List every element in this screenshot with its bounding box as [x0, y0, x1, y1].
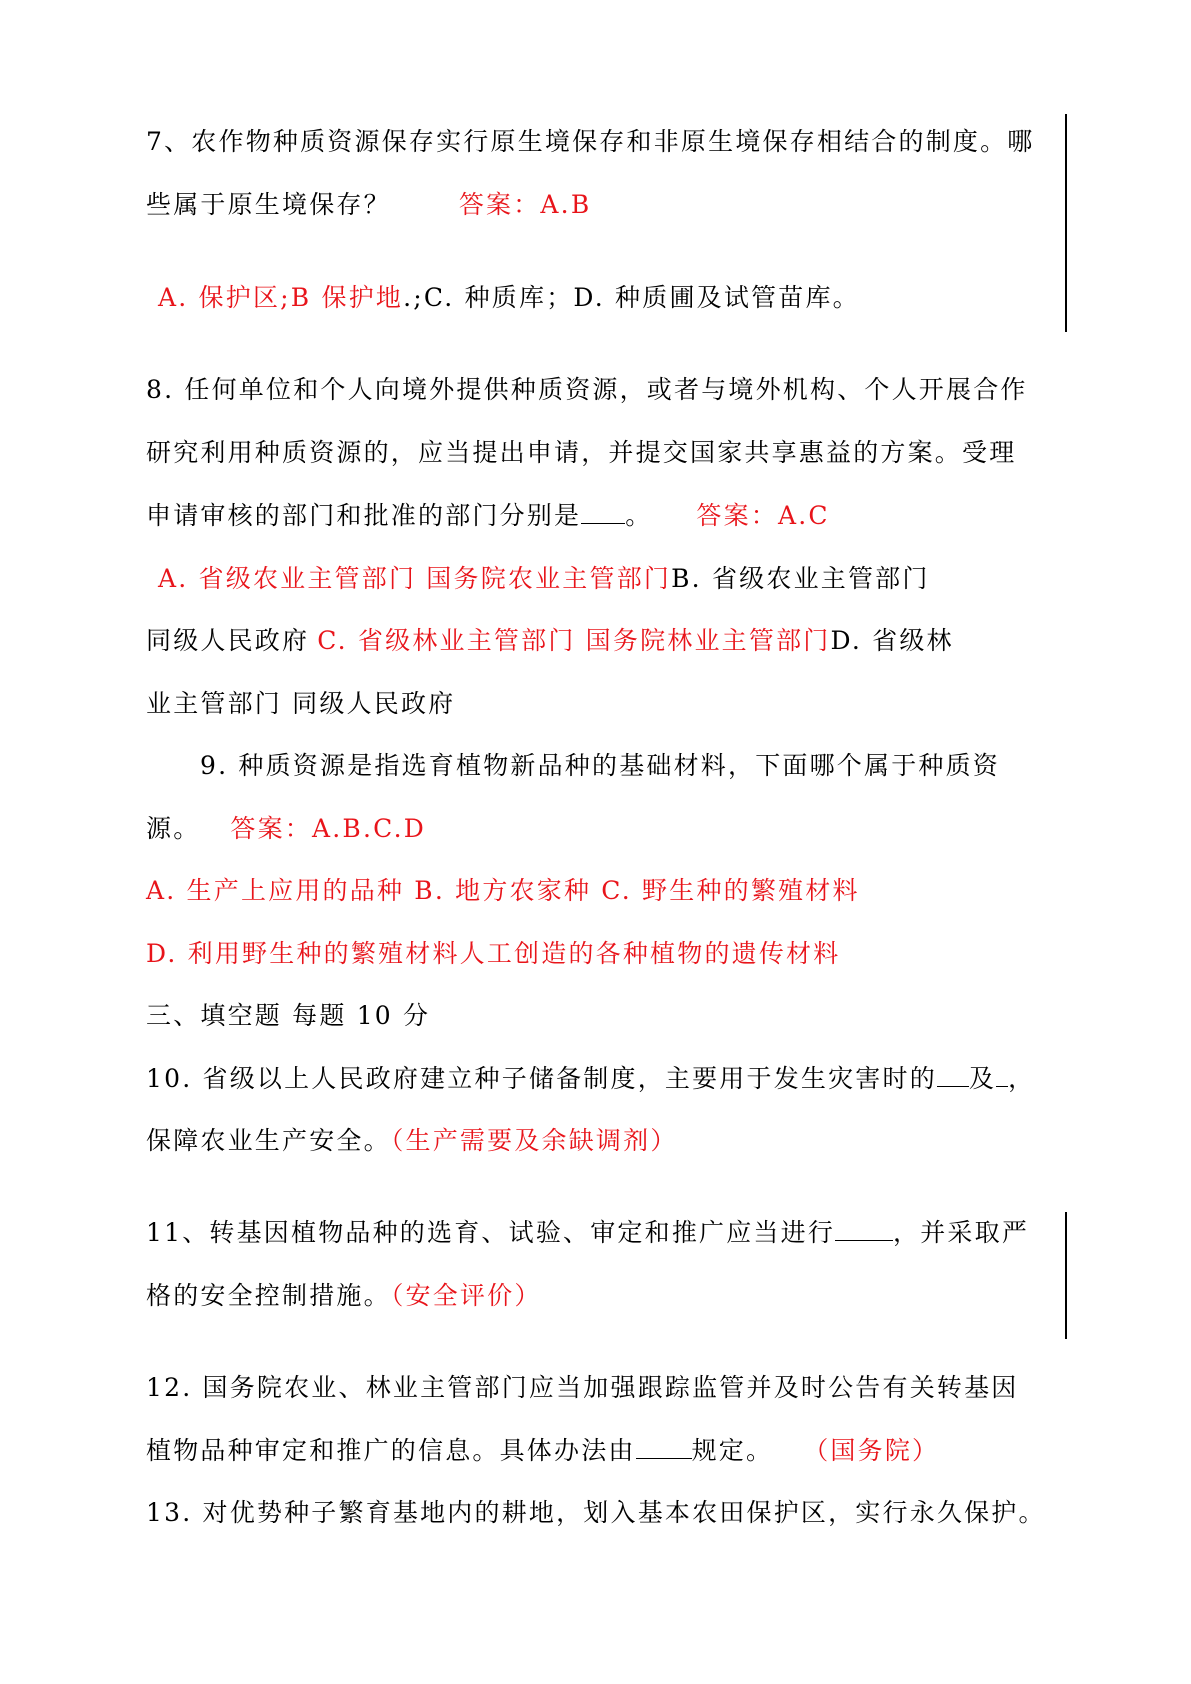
q10-blank-1 [937, 1062, 969, 1087]
q9-line2 [146, 812, 426, 846]
q10-comma: ， [1008, 1064, 1036, 1093]
q8-option-d-start: D. 省级林 [830, 626, 954, 655]
q12-line1: 12. 国务院农业、林业主管部门应当加强跟踪监管并及时公告有关转基因 [146, 1373, 1019, 1402]
q12-blank [636, 1434, 692, 1459]
q8-answer: 答案：A.C [696, 501, 830, 530]
q8-line2: 研究利用种质资源的，应当提出申请，并提交国家共享惠益的方案。受理 [146, 438, 1017, 467]
q7-options-other: .;C. 种质库；D. 种质圃及试管苗库。 [403, 283, 860, 312]
q9-question-text: 源。 [146, 814, 201, 843]
margin-bar-1 [1065, 114, 1067, 332]
q10-line2 [146, 1124, 678, 1158]
q10-blank-2 [996, 1062, 1008, 1087]
q11-question-text-2: 格的安全控制措施。 [146, 1281, 391, 1310]
q7-line2 [146, 188, 591, 222]
q9-answer: 答案：A.B.C.D [230, 814, 426, 843]
q8-line1: 8. 任何单位和个人向境外提供种质资源，或者与境外机构、个人开展合作 [146, 375, 1028, 404]
q9-options-line1: A. 生产上应用的品种 B. 地方农家种 C. 野生种的繁殖材料 [146, 876, 860, 905]
q10-question-text-2: 保障农业生产安全。 [146, 1126, 391, 1155]
q10-line1 [146, 1062, 1035, 1096]
q12-line2 [146, 1434, 939, 1468]
q7-options [158, 281, 860, 315]
q8-options-line3: 业主管部门 同级人民政府 [146, 689, 456, 718]
q11-blank [835, 1216, 893, 1241]
q8-option-a: A. 省级农业主管部门 国务院农业主管部门 [158, 564, 672, 593]
q11-line2 [146, 1279, 542, 1313]
q8-option-c: C. 省级林业主管部门 国务院林业主管部门 [317, 626, 831, 655]
q8-line3 [146, 499, 830, 533]
q11-question-end: ，并采取严 [893, 1218, 1030, 1247]
q10-and: 及 [968, 1064, 997, 1093]
q12-question-end: 规定。 [691, 1436, 774, 1465]
q10-answer: （生产需要及余缺调剂） [390, 1126, 678, 1155]
section-heading: 三、填空题 每题 10 分 [146, 1001, 431, 1030]
q8-options-line2 [146, 624, 954, 658]
q9-line1: 9. 种质资源是指选育植物新品种的基础材料，下面哪个属于种质资 [200, 751, 1001, 780]
q11-answer: （安全评价） [390, 1281, 542, 1310]
q12-answer: （国务院） [803, 1436, 940, 1465]
q7-options-correct: A. 保护区;B 保护地 [158, 283, 404, 312]
q7-line1: 7、农作物种质资源保存实行原生境保存和非原生境保存相结合的制度。哪 [146, 127, 1035, 156]
margin-bar-2 [1065, 1212, 1067, 1339]
q9-options-line2: D. 利用野生种的繁殖材料人工创造的各种植物的遗传材料 [146, 939, 841, 968]
q7-question-text: 些属于原生境保存？ [146, 190, 391, 219]
q8-options-line1 [158, 562, 930, 596]
q7-answer: 答案：A.B [458, 190, 592, 219]
q8-blank [581, 499, 625, 524]
q8-option-b-end: 同级人民政府 [146, 626, 310, 655]
q8-question-text: 申请审核的部门和批准的部门分别是 [146, 501, 582, 530]
q13-line1: 13. 对优势种子繁育基地内的耕地，划入基本农田保护区，实行永久保护。 [146, 1498, 1046, 1527]
q11-question-text: 11、转基因植物品种的选育、试验、审定和推广应当进行 [146, 1218, 836, 1247]
q8-period: 。 [625, 501, 653, 530]
q11-line1 [146, 1216, 1029, 1250]
q10-question-text: 10. 省级以上人民政府建立种子储备制度，主要用于发生灾害时的 [146, 1064, 937, 1093]
q8-option-b-start: B. 省级农业主管部门 [671, 564, 930, 593]
q12-question-text: 植物品种审定和推广的信息。具体办法由 [146, 1436, 636, 1465]
